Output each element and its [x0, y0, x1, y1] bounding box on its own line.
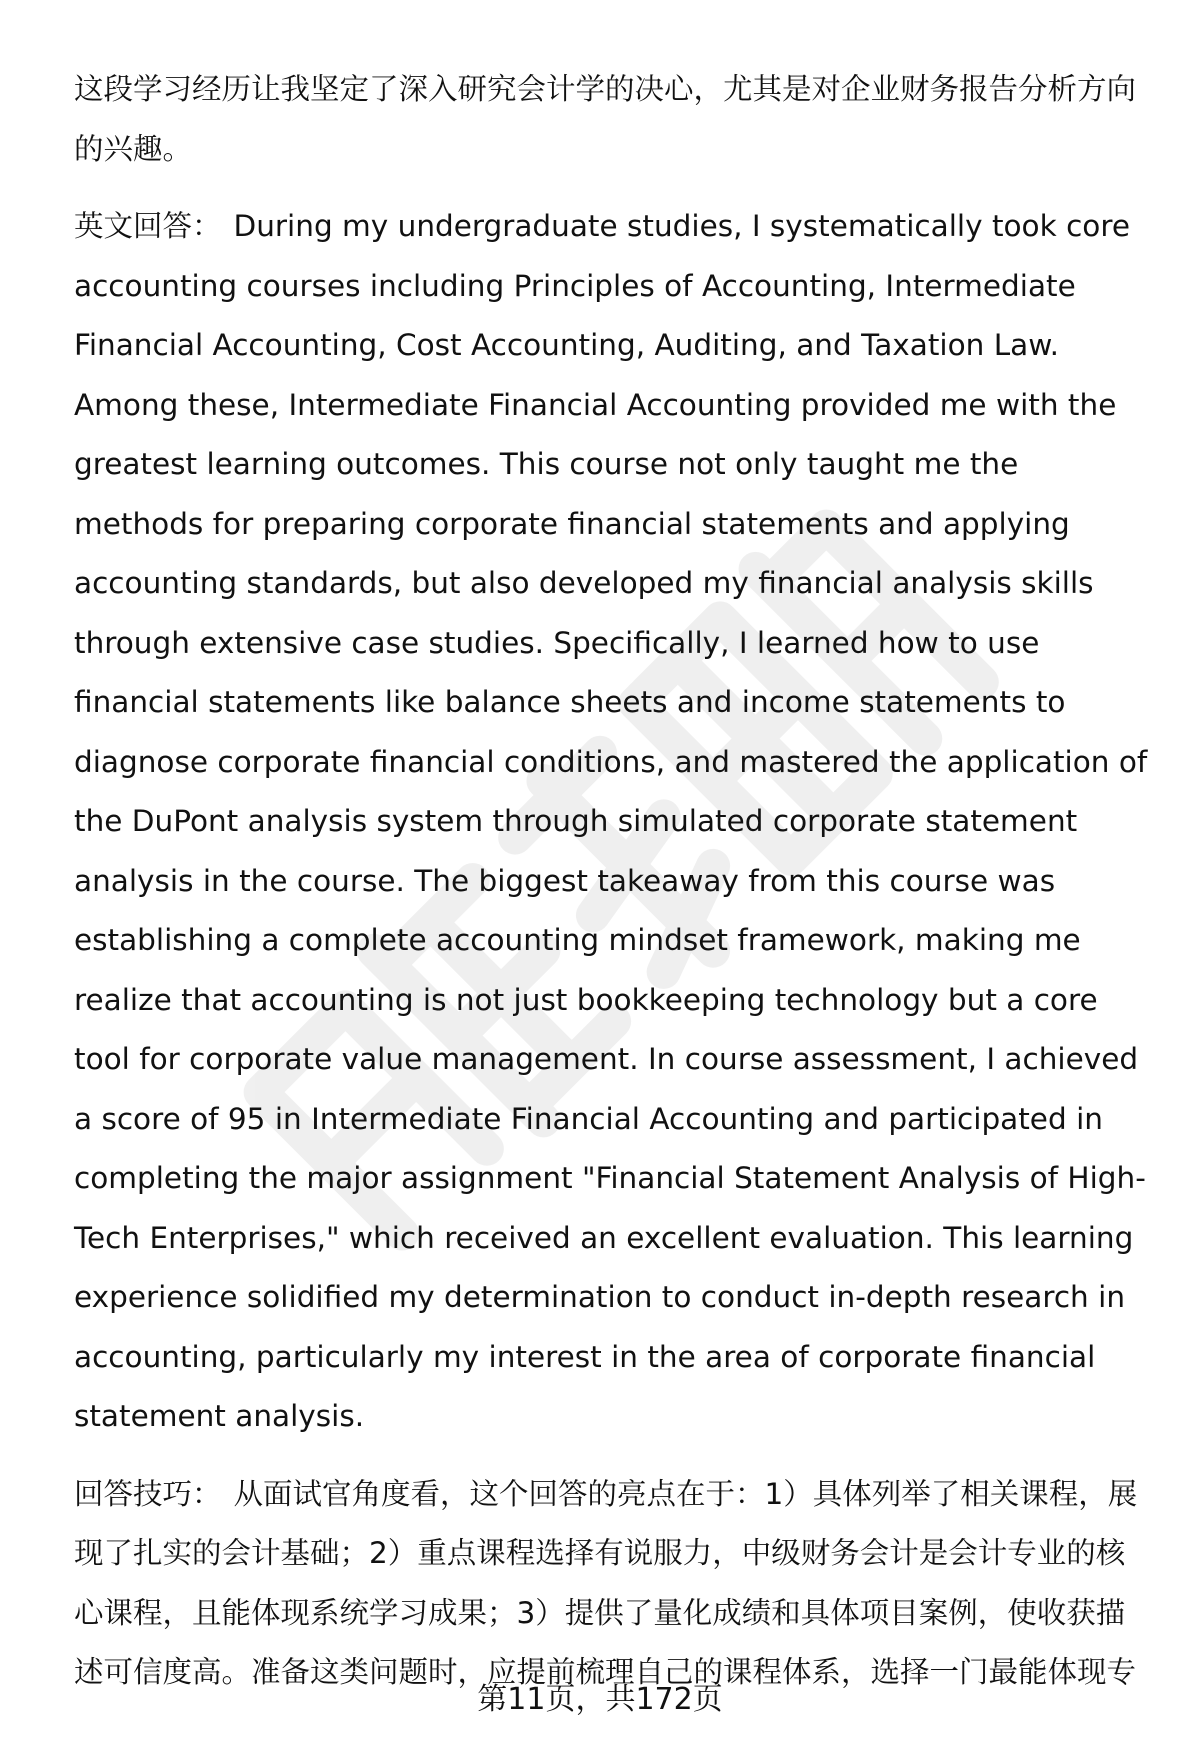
- document-body: [74, 60, 1154, 1703]
- paragraph-intro-text: 这段学习经历让我坚定了深入研究会计学的决心，尤其是对企业财务报告分析方向的兴趣。: [74, 72, 1137, 166]
- page-number-footer: 第11页，共172页: [477, 1682, 723, 1717]
- paragraph-intro: [74, 60, 1154, 179]
- english-answer-text: During my undergraduate studies, I systematically took core accounting courses including Principles of Accounting, Intermediate Financial Accounting, Cost Accounting, Auditing, and Taxation Law. Among these, Intermediate Financial Accounting provided me with the greatest learning outcomes. This course not only taught me the methods for preparing corporate financial statements and applying accounting standards, but also developed my financial analysis skills through extensive case studies. Specifically, I learned how to use financial statements like balance sheets and income statements to diagnose corporate financial conditions, and mastered the application of the DuPont analysis system through simulated corporate statement analysis in the course. The biggest takeaway from this course was establishing a complete accounting mindset framework, making me realize that accounting is not just bookkeeping technology but a core tool for corporate value management. In course assessment, I achieved a score of 95 in Intermediate Financial Accounting and participated in completing the major assignment "Financial Statement Analysis of High-Tech Enterprises," which received an excellent evaluation. This learning experience solidified my determination to conduct in-depth research in accounting, particularly my interest in the area of corporate financial statement analysis.: [74, 209, 1148, 1433]
- paragraph-gap: [74, 1447, 1154, 1465]
- answer-tips-label: 回答技巧：: [74, 1476, 222, 1511]
- answer-tips-text: 从面试官角度看，这个回答的亮点在于：1）具体列举了相关课程，展现了扎实的会计基础；2）重点课程选择有说服力，中级财务会计是会计专业的核心课程，且能体现系统学习成果；3）提供了量化成绩和具体项目案例，使收获描述可信度高。准备这类问题时，应提前梳理自己的课程体系，选择一门最能体现专: [74, 1476, 1138, 1689]
- english-answer-label: 英文回答：: [74, 209, 222, 243]
- paragraph-answer-tips: [74, 1465, 1154, 1703]
- paragraph-english-answer: [74, 197, 1154, 1447]
- paragraph-gap: [74, 179, 1154, 197]
